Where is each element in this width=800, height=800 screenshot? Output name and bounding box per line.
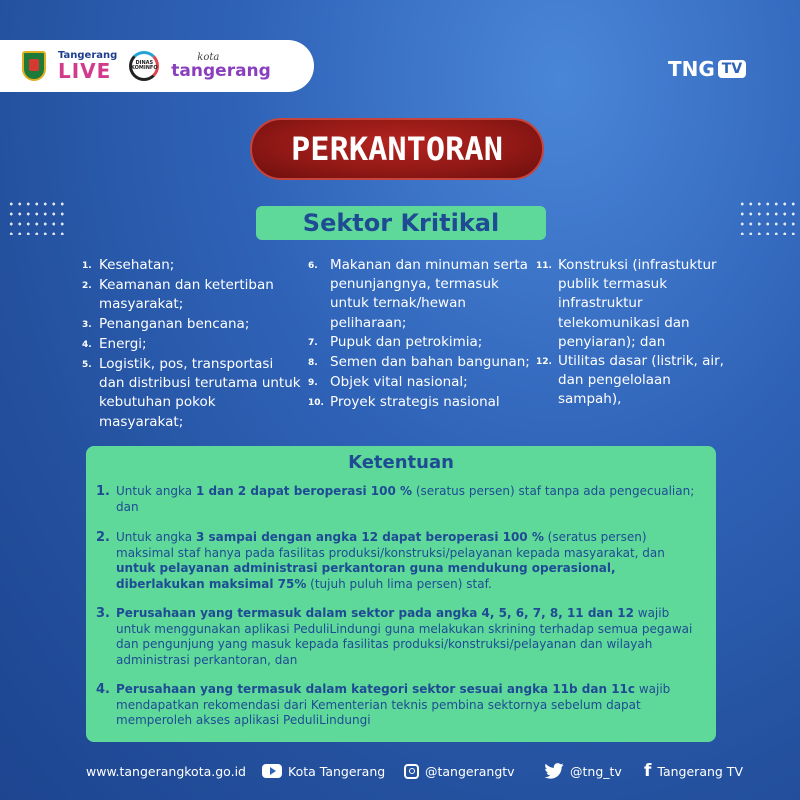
- sector-item: [82, 276, 302, 314]
- youtube-link[interactable]: [262, 760, 385, 782]
- tng-logo-text: TNG: [668, 57, 715, 81]
- ketentuan-text-bold: untuk pelayanan administrasi perkantoran guna mendukung operasional, diberlakukan maksimal 75%: [116, 561, 616, 591]
- sector-item: [308, 373, 534, 393]
- sector-text: Proyek strategis nasional: [330, 394, 500, 411]
- sector-column-3: [536, 256, 732, 410]
- twitter-link[interactable]: [544, 760, 622, 782]
- instagram-link[interactable]: [404, 760, 515, 782]
- tangerang-crest-logo: [22, 51, 46, 81]
- sector-number: 8.: [308, 358, 318, 369]
- website-link[interactable]: [86, 760, 246, 782]
- sector-item: [82, 256, 302, 276]
- sector-text: Utilitas dasar (listrik, air, dan pengelolaan sampah),: [558, 353, 724, 408]
- ketentuan-item: [96, 530, 701, 592]
- ketentuan-text-part: wajib mendapatkan rekomendasi dari Kementerian teknis pembina sektornya sebelum dapat memperoleh akses aplikasi PeduliLindungi: [116, 682, 671, 727]
- youtube-handle: Kota Tangerang: [288, 763, 386, 779]
- sector-number: 12.: [536, 357, 552, 368]
- youtube-icon: [262, 764, 282, 778]
- ketentuan-text: [116, 530, 701, 592]
- ketentuan-text-part: (seratus persen) staf tanpa ada pengecualian; dan: [116, 484, 695, 514]
- instagram-icon: [404, 764, 419, 779]
- ketentuan-text: [116, 606, 701, 668]
- sector-text: Energi;: [99, 335, 147, 352]
- sector-number: 7.: [308, 337, 318, 348]
- tv-logo-badge: TV: [718, 60, 746, 78]
- sector-number: 9.: [308, 378, 318, 389]
- website-text: www.tangerangkota.go.id: [86, 763, 246, 779]
- tangerang-live-logo: [58, 51, 117, 81]
- ketentuan-text-bold: Perusahaan yang termasuk dalam sektor pada angka 4, 5, 6, 7, 8, 11 dan 12: [116, 606, 634, 620]
- sector-item: [82, 355, 302, 432]
- sector-number: 11.: [536, 261, 552, 271]
- facebook-icon: f: [644, 761, 652, 781]
- sector-column-1: [82, 256, 302, 432]
- tangerang-live-logo-top: Tangerang: [58, 50, 118, 61]
- sector-item: [536, 256, 732, 352]
- ketentuan-item: [96, 682, 701, 729]
- sector-text: Pupuk dan petrokimia;: [330, 333, 483, 350]
- decorative-dots-left: [7, 199, 69, 235]
- sector-column-2: [308, 256, 534, 414]
- sector-text: Kesehatan;: [99, 257, 175, 273]
- ketentuan-text-bold: Perusahaan yang termasuk dalam kategori sektor sesuai angka 11b dan 11c: [116, 682, 636, 696]
- kota-tangerang-logo: [171, 53, 271, 80]
- twitter-icon: [544, 763, 564, 779]
- ketentuan-text: [116, 484, 701, 515]
- tangerang-live-logo-bottom: LIVE: [58, 59, 112, 83]
- tng-tv-logo: [668, 57, 746, 81]
- sector-text: Semen dan bahan bangunan;: [330, 354, 530, 371]
- ketentuan-number: 2.: [96, 530, 110, 545]
- sector-text: Penanganan bencana;: [99, 315, 250, 332]
- decorative-dots-right: [738, 199, 800, 235]
- sector-number: 6.: [308, 261, 318, 271]
- sector-number: 2.: [82, 281, 92, 292]
- ketentuan-text: [116, 682, 701, 729]
- ketentuan-text-bold: 1 dan 2 dapat beroperasi 100 %: [195, 484, 413, 498]
- ketentuan-item: [96, 606, 701, 668]
- section-subtitle: Sektor Kritikal: [256, 206, 546, 240]
- sector-text: Konstruksi (infrastuktur publik termasuk infrastruktur telekomunikasi dan penyiaran); dan: [558, 257, 717, 350]
- ketentuan-text-part: Untuk angka: [116, 484, 196, 498]
- ketentuan-text-part: (tujuh puluh lima persen) staf.: [306, 576, 492, 591]
- sector-text: Makanan dan minuman serta penunjangnya, termasuk untuk ternak/hewan peliharaan;: [330, 257, 528, 331]
- sector-item: [308, 333, 534, 353]
- sector-item: [536, 352, 732, 410]
- ketentuan-text-bold: 3 sampai dengan angka 12 dapat beroperasi 100 %: [195, 530, 544, 544]
- page-title: PERKANTORAN: [250, 118, 544, 180]
- sector-item: [308, 353, 534, 373]
- twitter-handle: @tng_tv: [570, 763, 622, 779]
- kota-tangerang-logo-small: kota: [197, 51, 220, 63]
- ketentuan-number: 1.: [96, 484, 110, 499]
- sector-item: [82, 335, 302, 355]
- facebook-handle: Tangerang TV: [657, 763, 743, 779]
- ketentuan-text-part: (seratus persen) maksimal staf hanya pada fasilitas produksi/konstruksi/pelayanan kepada masyarakat, dan: [116, 530, 665, 560]
- sector-number: 10.: [308, 398, 324, 409]
- ketentuan-item: [96, 484, 701, 515]
- sector-item: [308, 256, 534, 333]
- sector-number: 5.: [82, 360, 92, 371]
- dinas-kominfo-logo-text: DINAS KOMINFO: [131, 60, 158, 71]
- ketentuan-text-part: Untuk angka: [116, 530, 196, 544]
- instagram-handle: @tangerangtv: [425, 763, 515, 779]
- sector-number: 1.: [82, 261, 92, 271]
- ketentuan-text-part: wajib untuk menggunakan aplikasi PeduliLindungi guna melakukan skrining terhadap semua pegawai dan pengunjung yang masuk kepada fasilitas produksi/konstruksi/pelayanan dan wilayah administrasi perkantoran, dan: [116, 606, 693, 667]
- sector-text: Logistik, pos, transportasi dan distribusi terutama untuk kebutuhan pokok masyarakat;: [99, 356, 301, 430]
- kota-tangerang-logo-big: tangerang: [171, 60, 271, 81]
- ketentuan-panel: [86, 446, 716, 742]
- sector-text: Objek vital nasional;: [330, 374, 468, 391]
- sector-number: 3.: [82, 319, 92, 330]
- sector-item: [308, 393, 534, 413]
- partner-logo-bar: [0, 40, 314, 92]
- ketentuan-number: 3.: [96, 606, 110, 621]
- sector-item: [82, 315, 302, 335]
- facebook-link[interactable]: [644, 760, 743, 782]
- sector-text: Keamanan dan ketertiban masyarakat;: [99, 277, 274, 313]
- footer: [0, 760, 800, 782]
- ketentuan-heading: Ketentuan: [348, 452, 454, 473]
- dinas-kominfo-logo: [129, 51, 159, 81]
- sector-number: 4.: [82, 339, 92, 350]
- ketentuan-number: 4.: [96, 682, 110, 697]
